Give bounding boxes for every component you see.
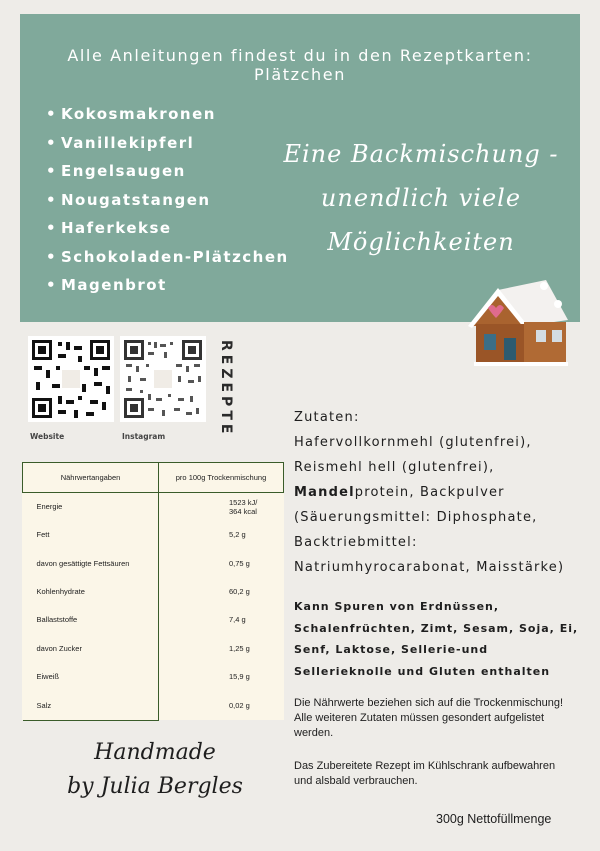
nutrition-table: [22, 462, 284, 720]
list-item: [46, 100, 289, 129]
allergen-line: Kann Spuren von Erdnüssen,: [294, 600, 500, 613]
list-item: [46, 271, 289, 300]
note-line: und alsbald verbrauchen.: [294, 775, 418, 787]
signature-line: by Julia Bergles: [67, 774, 243, 799]
tagline-line: unendlich viele: [320, 184, 522, 212]
tagline-line: Eine Backmischung -: [283, 140, 559, 168]
bullet: •: [46, 190, 58, 209]
ingredients-line-rest: protein, Backpulver: [354, 485, 505, 500]
nutrient-label: Ballaststoffe: [23, 606, 159, 634]
note-line: werden.: [294, 727, 334, 739]
recipe-name: Haferkekse: [61, 219, 172, 237]
list-item: [46, 186, 289, 215]
recipe-name: Engelsaugen: [61, 162, 186, 180]
list-item: [46, 129, 289, 158]
nutrient-value: 15,9 g: [229, 671, 250, 681]
bullet: •: [46, 247, 58, 266]
nutrient-value: 5,2 g: [229, 530, 246, 540]
table-row: [23, 691, 284, 721]
nutrient-value: 1,25 g: [229, 643, 250, 653]
recipe-name: Kokosmakronen: [61, 105, 216, 123]
banner-title: Alle Anleitungen findest du in den Rezeptkarten: Plätzchen: [67, 46, 533, 84]
bullet: •: [46, 219, 58, 237]
table-row: [23, 493, 284, 521]
nutrient-label: davon gesättigte Fettsäuren: [23, 549, 159, 577]
net-weight: 300g Nettofüllmenge: [436, 812, 552, 826]
list-item: [46, 243, 289, 272]
note-line: Alle weiteren Zutaten müssen gesondert aufgelistet: [294, 712, 545, 724]
ingredients-block: [294, 405, 584, 580]
ingredients-line: Natriumhyrocarabonat, Maisstärke): [294, 560, 565, 575]
gingerbread-house-icon: [462, 268, 574, 372]
nutrient-value: [159, 493, 284, 521]
nutrient-label: Salz: [23, 691, 159, 721]
nutrient-value: 0,75 g: [229, 558, 250, 568]
nutrient-label: Fett: [23, 521, 159, 549]
nutrient-value: 0,02 g: [229, 701, 250, 711]
ingredients-line: [294, 480, 584, 505]
recipe-name: Magenbrot: [61, 276, 167, 294]
qr-code-website-icon[interactable]: [28, 336, 114, 422]
ingredients-line: Hafervollkornmehl (glutenfrei),: [294, 435, 532, 450]
table-row: [23, 549, 284, 577]
nutrition-note: [294, 696, 584, 741]
table-row: [23, 662, 284, 690]
handmade-signature: [60, 736, 250, 804]
recipe-name: Vanillekipferl: [61, 133, 195, 152]
nutrient-label: Eiweiß: [23, 662, 159, 690]
column-header: pro 100g Trockenmischung: [159, 463, 284, 493]
tagline: [266, 132, 576, 264]
table-row: [23, 606, 284, 634]
ingredients-line: Backtriebmittel:: [294, 535, 418, 550]
ingredient-highlight: Mandel: [294, 485, 355, 500]
ingredients-line: (Säuerungsmittel: Diphosphate,: [294, 510, 538, 525]
qr-code-instagram-icon[interactable]: [120, 336, 206, 422]
allergen-line: Sellerieknolle und Gluten enthalten: [294, 664, 551, 678]
list-item: [46, 157, 289, 186]
bullet: •: [46, 105, 58, 123]
bullet: •: [46, 162, 58, 180]
ingredients-heading: Zutaten:: [294, 410, 360, 425]
nutrient-value-line: 364 kcal: [229, 506, 257, 516]
bullet: •: [46, 276, 58, 294]
note-line: Die Nährwerte beziehen sich auf die Trockenmischung!: [294, 697, 564, 709]
table-row: [23, 521, 284, 549]
column-header: Nährwertangaben: [23, 463, 159, 493]
storage-note: [294, 759, 584, 789]
recipe-list: [46, 100, 289, 300]
recipe-name: Nougatstangen: [61, 190, 211, 209]
qr-caption-website: Website: [30, 432, 65, 441]
allergen-notice: [294, 596, 590, 682]
nutrient-value: 60,2 g: [229, 587, 250, 597]
nutrient-label: davon Zucker: [23, 634, 159, 662]
tagline-line: Möglichkeiten: [327, 228, 515, 256]
ingredients-line: Reismehl hell (glutenfrei),: [294, 460, 495, 475]
allergen-line: Schalenfrüchten, Zimt, Sesam, Soja, Ei,: [294, 621, 579, 635]
nutrient-value: 7,4 g: [229, 615, 246, 625]
qr-caption-instagram: Instagram: [122, 432, 166, 441]
table-row: [23, 577, 284, 605]
nutrient-value-line: 1523 kJ/: [229, 497, 258, 507]
recipe-name: Schokoladen-Plätzchen: [61, 247, 289, 266]
allergen-line: Senf, Laktose, Sellerie-und: [294, 643, 489, 656]
rezepte-label: REZEPTE: [218, 340, 234, 438]
table-row: [23, 634, 284, 662]
list-item: [46, 214, 289, 243]
nutrient-label: Kohlenhydrate: [23, 577, 159, 605]
nutrient-label: Energie: [23, 493, 159, 521]
note-line: Das Zubereitete Rezept im Kühlschrank aufbewahren: [294, 760, 556, 772]
bullet: •: [46, 133, 58, 152]
signature-line: Handmade: [94, 740, 216, 765]
